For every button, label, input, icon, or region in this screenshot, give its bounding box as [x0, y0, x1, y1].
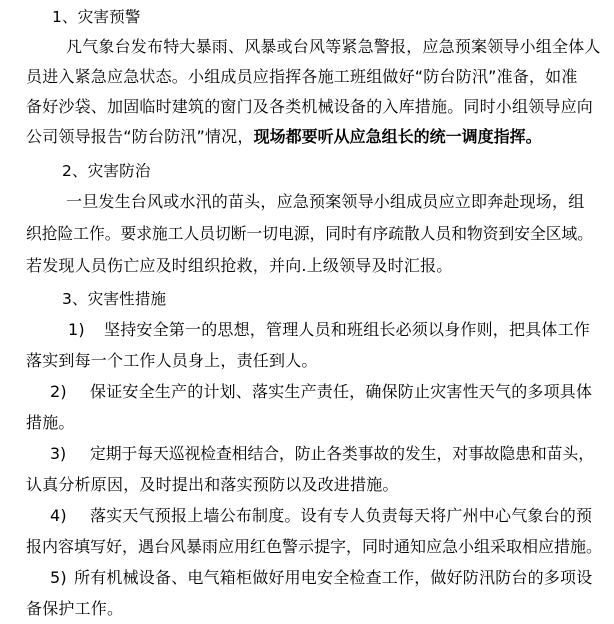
item-4-line-1 [50, 505, 592, 527]
item-3-line-1 [50, 443, 594, 465]
section-2-line-2: 织抢险工作。要求施工人员切断一切电源，同时有序疏散人员和物资到安全区域。 [26, 224, 593, 243]
item-3-number: 3) [50, 444, 67, 463]
item-5-text: 所有机械设备、电气箱柜做好用电安全检查工作，做好防汛防台的多项设 [74, 568, 593, 587]
section-1-line-4-bold: 现场都要听从应急组长的统一调度指挥。 [253, 127, 542, 146]
section-2-line-1: 一旦发生台风或水汛的苗头，应急预案领导小组成员应立即奔赴现场，组 [66, 192, 585, 211]
item-2-line-2: 措施。 [26, 413, 75, 432]
section-1-line-4-plain: 公司领导报告“防台防汛”情况， [26, 127, 254, 146]
item-2-number: 2) [50, 382, 67, 401]
section-1-line-1: 凡气象台发布特大暴雨、风暴或台风等紧急警报，应急预案领导小组全体人 [66, 37, 601, 56]
item-1-line-2: 落实到每一个工作人员身上，责任到人。 [26, 351, 318, 370]
item-3-line-2: 认真分析原因，及时提出和落实预防以及改进措施。 [26, 475, 399, 494]
item-1-text: 坚持安全第一的思想，管理人员和班组长必须以身作则，把具体工作 [104, 320, 591, 339]
item-4-line-2: 报内容填写好，遇台风暴雨应用红色警示提字，同时通知应急小组采取相应措施。 [26, 537, 603, 556]
item-1-number: 1) [68, 320, 85, 339]
item-5-line-2: 备保护工作。 [26, 599, 124, 618]
item-3-text: 定期于每天巡视检查相结合，防止各类事故的发生，对事故隐患和苗头， [90, 444, 594, 463]
item-4-number: 4) [50, 506, 67, 525]
item-5-number: 5) [50, 568, 67, 587]
section-1-line-4 [26, 126, 542, 148]
section-1-line-2: 员进入紧急应急状态。小组成员应指挥各施工班组做好“防台防汛”准备，如准 [26, 67, 578, 86]
item-1-line-1 [68, 319, 590, 341]
section-2-heading: 2、灾害防治 [62, 162, 151, 180]
section-3-heading: 3、灾害性措施 [62, 290, 167, 308]
item-2-line-1 [50, 381, 592, 403]
section-1-heading: 1、灾害预警 [52, 8, 141, 26]
item-2-text: 保证安全生产的计划、落实生产责任，确保防止灾害性天气的多项具体 [90, 382, 593, 401]
item-4-text: 落实天气预报上墙公布制度。设有专人负责每天将广州中心气象台的预 [90, 506, 593, 525]
item-5-line-1 [50, 567, 592, 589]
section-1-line-3: 备好沙袋、加固临时建筑的窗门及各类机械设备的入库措施。同时小组领导应向 [26, 97, 594, 116]
section-2-line-3: 若发现人员伤亡应及时组织抢救，并向.上级领导及时汇报。 [26, 256, 453, 275]
